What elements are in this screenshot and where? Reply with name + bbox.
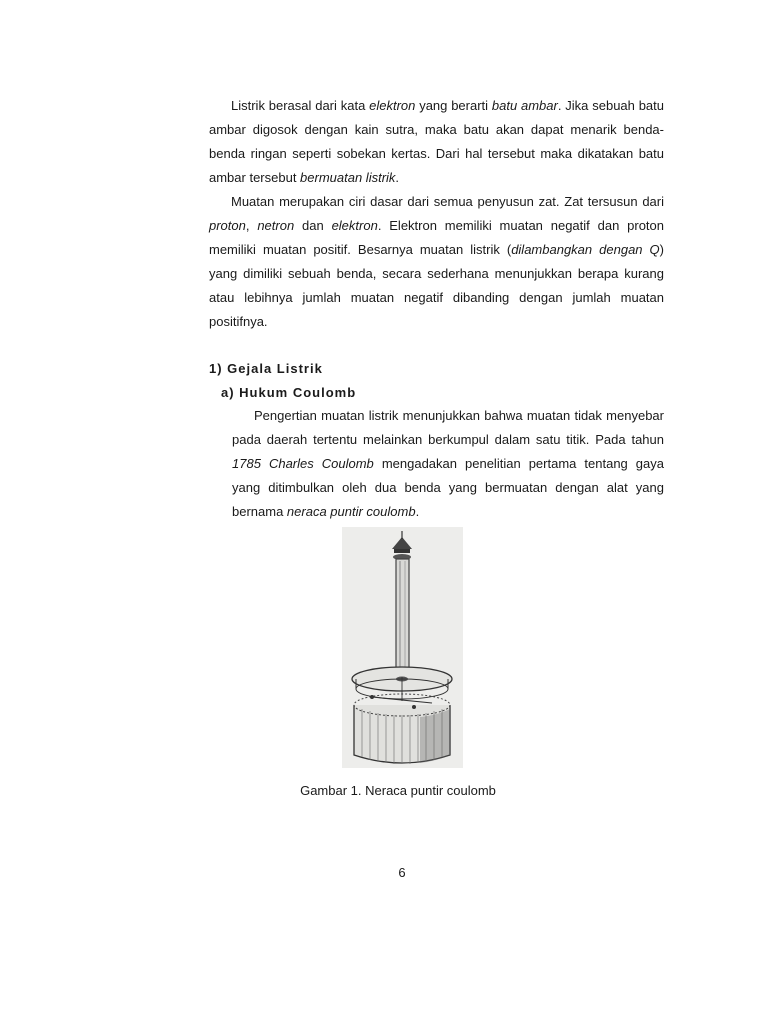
- page-number: 6: [398, 865, 406, 880]
- figure-caption: Gambar 1. Neraca puntir coulomb: [300, 783, 496, 798]
- paragraph-listrik: Listrik berasal dari kata elektron yang berarti batu ambar. Jika sebuah batu ambar digosok dengan kain sutra, maka batu akan dapat menarik benda-benda ringan seperti sobekan kertas. Dari hal tersebut maka dikatakan batu ambar tersebut bermuatan listrik.: [209, 98, 665, 185]
- torsion-balance-figure: [342, 527, 463, 768]
- paragraph-coulomb: Pengertian muatan listrik menunjukkan bahwa muatan tidak menyebar pada daerah tertentu melainkan berkumpul dalam satu titik. Pada tahun 1785 Charles Coulomb mengadakan penelitian pertama tentang gaya yang ditimbulkan oleh dua benda yang bermuatan dengan alat yang bernama neraca puntir coulomb.: [232, 408, 664, 519]
- heading-hukum-coulomb: a) Hukum Coulomb: [221, 385, 357, 400]
- heading-gejala-listrik: 1) Gejala Listrik: [209, 361, 323, 376]
- paragraph-muatan: Muatan merupakan ciri dasar dari semua penyusun zat. Zat tersusun dari proton, netron dan elektron. Elektron memiliki muatan negatif dan proton memiliki muatan positif. Besarnya muatan listrik (dilambangkan dengan Q) yang dimiliki sebuah benda, secara sederhana menunjukkan berapa kurang atau lebihnya jumlah muatan negatif dibanding dengan jumlah muatan positifnya.: [209, 194, 664, 329]
